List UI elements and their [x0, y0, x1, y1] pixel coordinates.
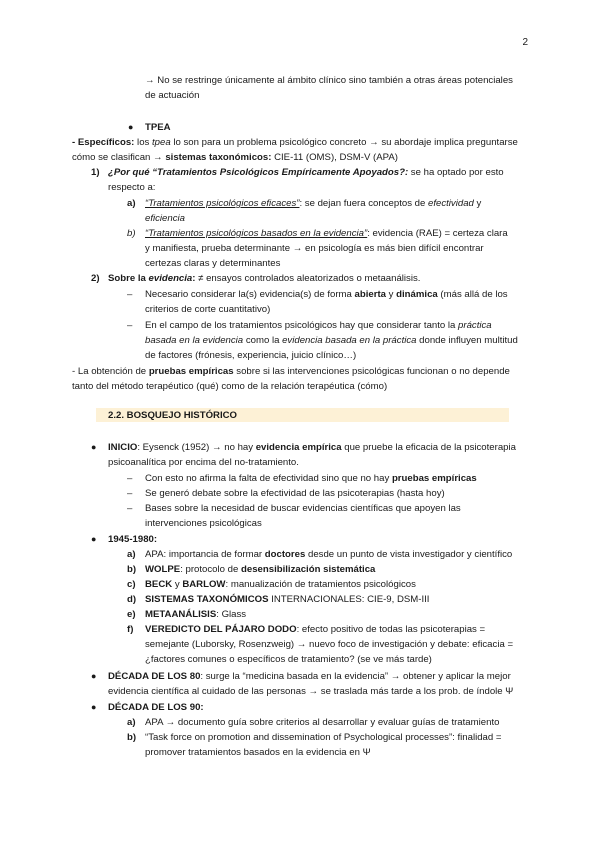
sub-label-d: d) — [127, 594, 137, 605]
list-number-2: 2) — [91, 273, 100, 284]
dash-icon: – — [127, 503, 133, 514]
sub-label-c: c) — [127, 579, 136, 590]
hist-item-a: APA: importancia de formar doctores desde un punto de vista investigador y científico — [145, 549, 513, 560]
tpea-heading: TPEA — [145, 122, 171, 133]
dash-icon: – — [127, 488, 133, 499]
obtencion-paragraph: - La obtención de pruebas empíricas sobre si las intervenciones psicológicas funcionan o no depende tanto del método terapéutico (qué) como de la relación terapéutica (cómo) — [72, 366, 510, 393]
decada-90: DÉCADA DE LOS 90: — [108, 702, 204, 713]
question-1: ¿Por qué “Tratamientos Psicológicos Empíricamente Apoyados?: se ha optado por esto respecto a: — [108, 167, 504, 194]
sub-label-e: e) — [127, 609, 136, 620]
bullet-icon: ● — [91, 534, 97, 544]
q1-item-a: “Tratamientos psicológicos eficaces”: se dejan fuera conceptos de efectividad y eficiencia — [145, 198, 482, 225]
sub-label-f: f) — [127, 624, 134, 635]
sub-label-a: a) — [127, 549, 136, 560]
hist-item-e: METAANÁLISIS: Glass — [145, 609, 247, 620]
sub-label-b: b) — [127, 228, 136, 239]
period-1945: 1945-1980: — [108, 534, 158, 545]
bullet-icon: ● — [91, 671, 97, 681]
especificos-paragraph: - Específicos: los tpea lo son para un problema psicológico concreto → su abordaje implica preguntarse cómo se clasifican → sistemas taxonómicos: CIE-11 (OMS), DSM-V (APA) — [72, 137, 518, 164]
decada-80: DÉCADA DE LOS 80: surge la “medicina basada en la evidencia” → obtener y aplicar la mejor evidencia científica al cuidado de las personas → se traslada más tarde a los prob. de índole Ψ — [108, 671, 514, 698]
inicio-dash-2: Se generó debate sobre la efectividad de las psicoterapias (hasta hoy) — [145, 488, 445, 499]
bullet-icon: ● — [91, 702, 97, 712]
dash-icon: – — [127, 320, 133, 331]
sub-label-a: a) — [127, 717, 136, 728]
sub-label-b: b) — [127, 732, 137, 743]
q1-item-b: “Tratamientos psicológicos basados en la evidencia”: evidencia (RAE) = certeza clara y manifiesta, prueba determinante → en psicología es más bien difícil encontrar certezas claras y determinantes — [145, 228, 508, 270]
section-title: 2.2. BOSQUEJO HISTÓRICO — [108, 410, 238, 421]
list-number-1: 1) — [91, 167, 100, 178]
sub-label-b: b) — [127, 564, 137, 575]
dash-icon: – — [127, 289, 133, 300]
d90-item-a: APA → documento guía sobre criterios al desarrollar y evaluar guías de tratamiento — [145, 717, 500, 728]
bullet-icon: ● — [91, 442, 97, 452]
q2-dash-1: Necesario considerar la(s) evidencia(s) de forma abierta y dinámica (más allá de los criterios de corte cuantitativo) — [145, 289, 508, 316]
inicio-dash-3: Bases sobre la necesidad de buscar evidencias científicas que apoyen las intervenciones psicológicas — [145, 503, 461, 530]
page-number: 2 — [522, 37, 528, 48]
inicio-item: INICIO: Eysenck (1952) → no hay evidencia empírica que pruebe la eficacia de la psicoterapia psicoanalítica por encima del no-tratamiento. — [108, 442, 516, 469]
question-2: Sobre la evidencia: ≠ ensayos controlados aleatorizados o metaanálisis. — [108, 273, 421, 284]
d90-item-b: “Task force on promotion and dissemination of Psychological processes”: finalidad = promover tratamientos basados en la evidencia en Ψ — [145, 732, 502, 759]
hist-item-b: WOLPE: protocolo de desensibilización sistemática — [145, 564, 376, 575]
hist-item-f: VEREDICTO DEL PÁJARO DODO: efecto positivo de todas las psicoterapias = semejante (Luborsky, Rosenzweig) → nuevo foco de investigación y debate: eficacia = ¿factores comunes o específicos de tratamiento? (se ve más tarde) — [145, 624, 514, 666]
hist-item-d: SISTEMAS TAXONÓMICOS INTERNACIONALES: CIE-9, DSM-III — [145, 594, 430, 605]
inicio-dash-1: Con esto no afirma la falta de efectividad sino que no hay pruebas empíricas — [145, 473, 477, 484]
q2-dash-2: En el campo de los tratamientos psicológicos hay que considerar tanto la práctica basada en la evidencia como la evidencia basada en la práctica donde influyen multitud de factores (frónesis, experiencia, juicio clínico…) — [145, 320, 518, 362]
arrow-line: → No se restringe únicamente al ámbito clínico sino también a otras áreas potenciales de actuación — [145, 75, 513, 102]
bullet-icon: ● — [128, 122, 134, 132]
sub-label-a: a) — [127, 198, 136, 209]
hist-item-c: BECK y BARLOW: manualización de tratamientos psicológicos — [145, 579, 416, 590]
dash-icon: – — [127, 473, 133, 484]
